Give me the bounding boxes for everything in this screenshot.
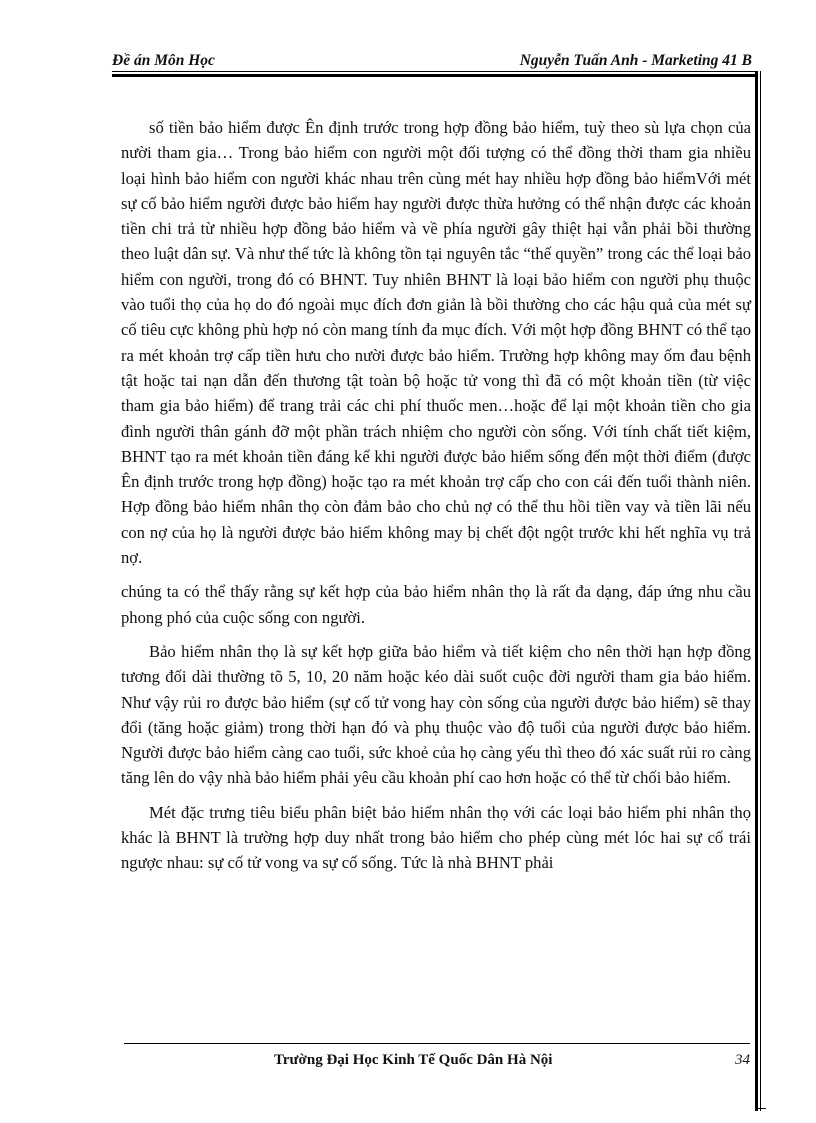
header-author: Nguyễn Tuấn Anh - Marketing 41 B (519, 52, 752, 69)
paragraph-2: chúng ta có thể thấy rằng sự kết hợp của bảo hiểm nhân thọ là rất đa dạng, đáp ứng nhu cầu phong phó của cuộc sống con người. (121, 582, 751, 627)
page-border-right-thick (755, 71, 758, 1111)
body-text (121, 115, 751, 876)
header-rule-thick (112, 74, 758, 77)
footer-institution: Trường Đại Học Kinh Tế Quốc Dân Hà Nội (274, 1052, 553, 1068)
paragraph-1: số tiền bảo hiểm được Ên định trước trong hợp đồng bảo hiểm, tuỳ theo sù lựa chọn của nười tham gia… Trong bảo hiểm con người một đối tượng có thể đồng thời tham gia nhiều loại hình bảo hiểm con người khác nhau trên cùng mét hay nhiều hợp đồng bảo hiểmVới mét sự cố bảo hiểm người được bảo hiểm hay người được thừa hưởng có thể nhận được các khoản tiền chi trả từ nhiều hợp đồng bảo hiểm và về phía người gây thiệt hại vẫn phải bồi thường theo luật dân sự. Và như thế tức là không tồn tại nguyên tắc “thế quyền” trong các thể loại bảo hiểm con người, trong đó có BHNT. Tuy nhiên BHNT là loại bảo hiểm con người phụ thuộc vào tuổi thọ của họ do đó ngoài mục đích đơn giản là bồi thường cho các hậu quả của mét sự cố tiêu cực không phù hợp nó còn mang tính đa mục đích. Với một hợp đồng BHNT có thể tạo ra mét khoản trợ cấp tiền hưu cho nười được bảo hiểm. Trường hợp không may ốm đau bệnh tật hoặc tai nạn dẫn đến thương tật toàn bộ hoặc tử vong thì đã có một khoản tiền (từ việc tham gia bảo hiểm) để trang trải các chi phí thuốc men…hoặc để lại một khoản tiền cho gia đình người thân gánh đỡ một phần trách nhiệm cho người còn sống. Với tính chất tiết kiệm, BHNT tạo ra mét khoản tiền đáng kể khi người được bảo hiểm sống đến một thời điểm (được Ên định trước trong hợp đồng) hoặc tạo ra mét khoản trợ cấp cho con cái đến tuổi thành niên. Hợp đồng bảo hiểm nhân thọ còn đảm bảo cho chủ nợ có thể thu hồi tiền vay và tiền lãi nếu con nợ của họ là người được bảo hiểm không may bị chết đột ngột trước khi hết nghĩa vụ trả nợ. (121, 118, 751, 568)
paragraph-3: Bảo hiểm nhân thọ là sự kết hợp giữa bảo hiểm và tiết kiệm cho nên thời hạn hợp đồng tương đối dài thường tõ 5, 10, 20 năm hoặc kéo dài suốt cuộc đời người tham gia bảo hiểm. Như vậy rủi ro được bảo hiểm (sự cố tử vong hay còn sống của người được bảo hiểm) sẽ thay đổi (tăng hoặc giảm) trong thời hạn đó và phụ thuộc vào độ tuổi của người được bảo hiểm. Người được bảo hiểm càng cao tuổi, sức khoẻ của họ càng yếu thì theo đó xác suất rủi ro càng tăng lên do vậy nhà bảo hiểm phải yêu cầu khoản phí cao hơn hoặc có thể từ chối bảo hiểm. (121, 641, 751, 788)
page-border-right-thin (760, 71, 761, 1111)
paragraph-4: Mét đặc trưng tiêu biểu phân biệt bảo hiểm nhân thọ với các loại bảo hiểm phi nhân thọ khác là BHNT là trường hợp duy nhất trong bảo hiểm cho phép cùng mét lóc hai sự cố trái ngược nhau: sự cố tử vong va sự cố sống. Tức là nhà BHNT phải (121, 802, 751, 873)
page-border-bottom-tick (758, 1108, 766, 1109)
header-course-title: Đề án Môn Học (112, 52, 215, 69)
footer-rule (124, 1043, 750, 1044)
header-rule-thin (112, 71, 758, 72)
page-number: 34 (735, 1052, 750, 1068)
